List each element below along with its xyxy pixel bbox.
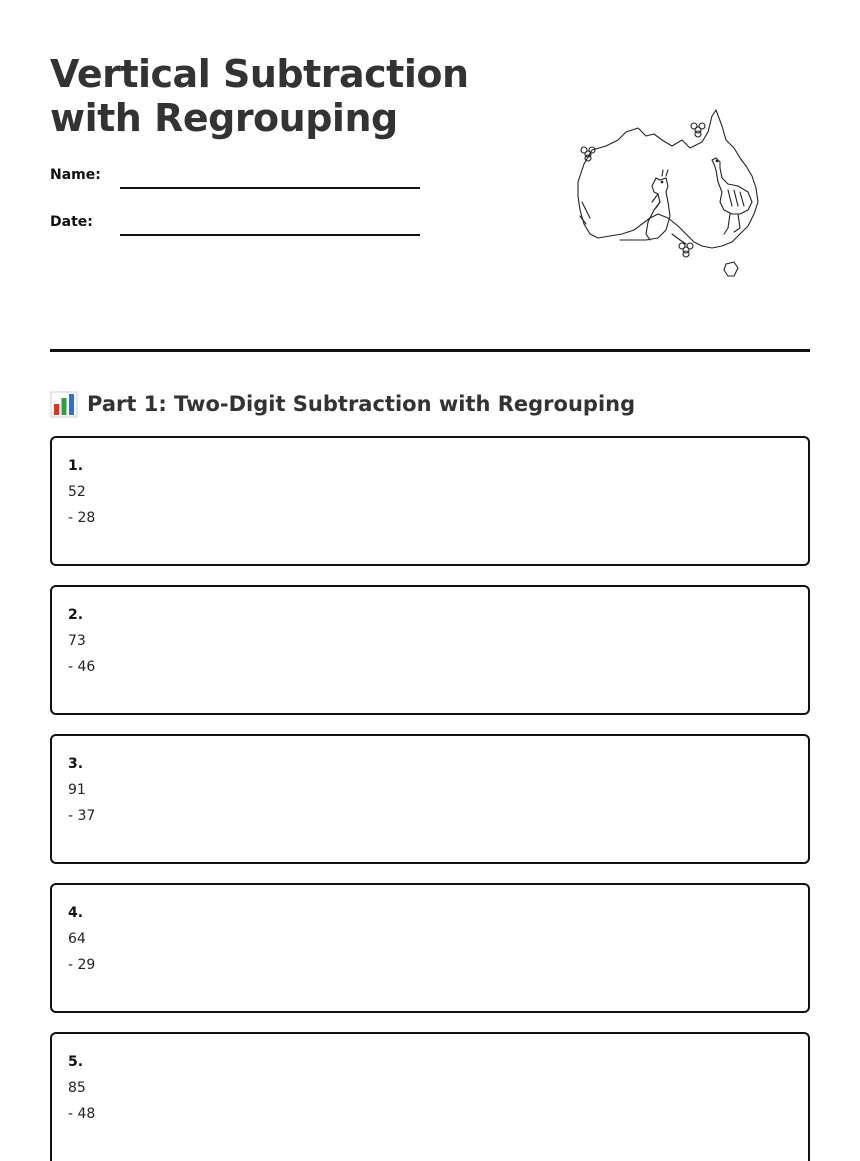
problem-minuend: 85 (68, 1080, 86, 1096)
problem-subtrahend: - 29 (68, 957, 96, 973)
bar-chart-icon-green-bar (62, 398, 67, 415)
problem-number: 3. (68, 756, 84, 772)
title-line-1: Vertical Subtraction (50, 52, 469, 96)
problem-number: 1. (68, 458, 84, 474)
name-field[interactable] (50, 160, 420, 190)
problem-card[interactable] (50, 1032, 810, 1161)
worksheet-title (50, 52, 470, 140)
section-divider (50, 349, 810, 352)
problem-card[interactable] (50, 734, 810, 864)
title-line-2: with Regrouping (50, 96, 398, 140)
problem-card[interactable] (50, 585, 810, 715)
problem-number: 4. (68, 905, 84, 921)
kangaroo-drawing (620, 170, 670, 240)
problem-minuend: 64 (68, 931, 86, 947)
bar-chart-icon (50, 390, 78, 418)
australia-map-illustration (562, 106, 762, 282)
date-write-line[interactable] (120, 234, 420, 236)
section-heading (50, 388, 635, 420)
flower-decorations (580, 123, 705, 257)
tasmania-outline (724, 262, 738, 276)
section-title: Part 1: Two-Digit Subtraction with Regrouping (87, 392, 636, 416)
problem-subtrahend: - 46 (68, 659, 96, 675)
problem-subtrahend: - 28 (68, 510, 96, 526)
name-write-line[interactable] (120, 187, 420, 189)
date-label: Date: (50, 214, 93, 230)
australia-outline (578, 110, 758, 248)
problem-card[interactable] (50, 883, 810, 1013)
date-field[interactable] (50, 207, 420, 237)
problem-number: 2. (68, 607, 84, 623)
name-label: Name: (50, 167, 101, 183)
problem-number: 5. (68, 1054, 84, 1070)
emu-drawing (712, 158, 752, 234)
problem-card[interactable] (50, 436, 810, 566)
bar-chart-icon-blue-bar (69, 394, 74, 415)
problem-subtrahend: - 37 (68, 808, 96, 824)
problem-subtrahend: - 48 (68, 1106, 96, 1122)
problem-minuend: 52 (68, 484, 86, 500)
problem-minuend: 91 (68, 782, 86, 798)
bar-chart-icon-red-bar (54, 404, 59, 415)
problem-minuend: 73 (68, 633, 86, 649)
